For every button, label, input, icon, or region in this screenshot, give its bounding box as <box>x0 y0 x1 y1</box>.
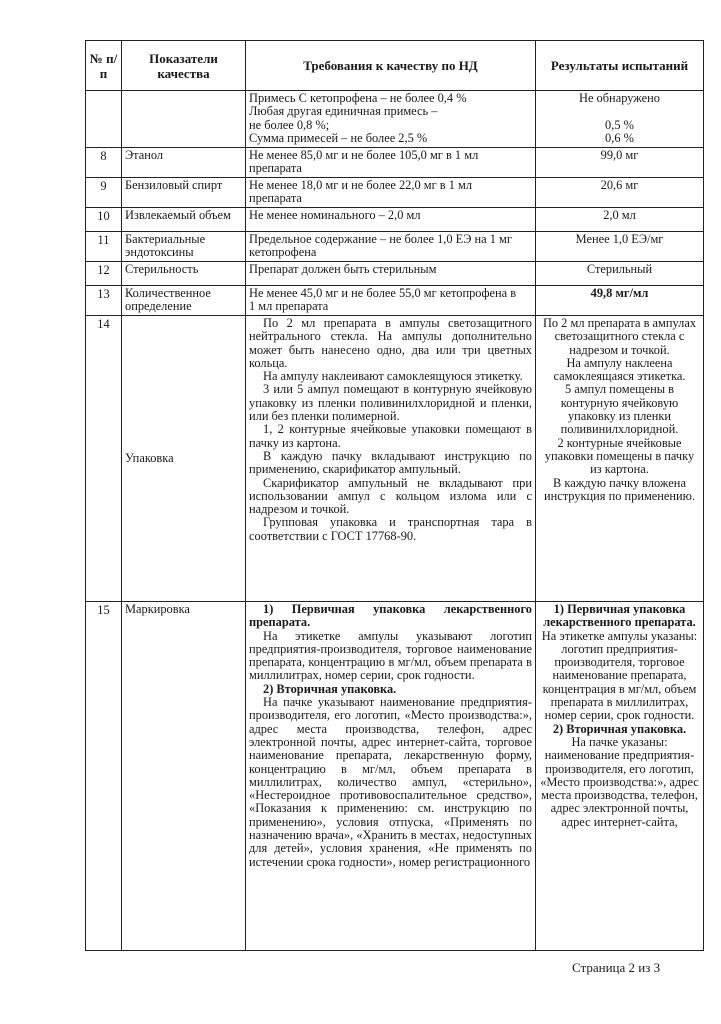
row-num: 15 <box>86 602 122 951</box>
req-line: Препарат должен быть стерильным <box>249 262 437 276</box>
table-row <box>86 316 704 602</box>
row-result <box>536 602 704 951</box>
req-line: Сумма примесей – не более 2,5 % <box>249 130 428 145</box>
header-param: Показатели качества <box>122 41 246 91</box>
row-num <box>86 91 122 148</box>
row-result <box>536 148 704 178</box>
req-paragraph: На пачке указывают наименование предприятия-производителя, его логотип, «Место производства:», адрес места производства, телефон, адрес электронной почты, адрес интернет-сайта, торговое наименование препарата, лекарственную форму, концентрацию в мг/мл, объем препарата в миллилитрах, количество ампул, «стерильно», «Нестероидное противовоспалительное средство», «Показания к применению: см. инструкцию по применению», условия отпуска, «Применять по назначению врача», «Хранить в местах, недоступных для детей», условия хранения, «Не применять по истечении срока годности», номер регистрационного <box>249 695 532 869</box>
row-num: 12 <box>86 262 122 286</box>
res-line: 99,0 мг <box>600 148 639 162</box>
req-line: препарата <box>249 161 302 176</box>
req-line: препарата <box>249 191 302 206</box>
row-result <box>536 232 704 262</box>
res-paragraph: На пачке указаны: наименование предприятия-производителя, его логотип, «Место производства:», адрес места производства, телефон, адрес электронной почты, адрес интернет-сайта, <box>540 734 699 829</box>
res-line: 0,6 % <box>605 130 634 145</box>
table-row <box>86 208 704 232</box>
row-requirement <box>246 316 536 602</box>
res-line: 2,0 мл <box>603 208 636 222</box>
row-param: Бензиловый спирт <box>122 178 246 208</box>
req-line: не более 0,8 %; <box>249 117 330 132</box>
res-line: 20,6 мг <box>600 178 639 192</box>
row-num: 14 <box>86 316 122 602</box>
row-result <box>536 286 704 316</box>
page-number: Страница 2 из 3 <box>572 960 661 975</box>
res-line: 49,8 мг/мл <box>590 286 649 300</box>
res-paragraph: 2 контурные ячейковые упаковки помещены в пачку из картона. <box>544 435 695 477</box>
quality-table-sheet <box>85 40 703 951</box>
row-param: Бактериальные эндотоксины <box>122 232 246 262</box>
res-line <box>539 105 700 118</box>
row-result <box>536 178 704 208</box>
req-paragraph: На ампулу наклеивают самоклеящуюся этикетку. <box>263 369 523 384</box>
res-paragraph: На этикетке ампулы указаны: логотип предприятия-производителя, торговое наименование препарата, концентрация в мг/мл, объем препарата в миллилитрах, номер серии, срок годности. <box>541 628 698 723</box>
req-paragraph: 1, 2 контурные ячейковые упаковки помещают в пачку из картона. <box>249 422 532 450</box>
res-heading: 1) Первичная упаковка лекарственного препарата. <box>543 602 696 630</box>
row-result <box>536 208 704 232</box>
res-line: 0,5 % <box>605 117 634 132</box>
req-line: Не менее 85,0 мг и не более 105,0 мг в 1 мл <box>249 148 479 162</box>
row-param <box>122 91 246 148</box>
row-num: 10 <box>86 208 122 232</box>
table-row <box>86 232 704 262</box>
row-requirement <box>246 262 536 286</box>
res-line: Стерильный <box>586 262 653 276</box>
row-param: Этанол <box>122 148 246 178</box>
row-requirement <box>246 602 536 951</box>
row-param: Упаковка <box>122 316 246 602</box>
row-num: 13 <box>86 286 122 316</box>
table-row <box>86 148 704 178</box>
row-param: Стерильность <box>122 262 246 286</box>
row-requirement <box>246 286 536 316</box>
req-line: кетопрофена <box>249 245 317 260</box>
row-requirement <box>246 208 536 232</box>
row-param: Количественное определение <box>122 286 246 316</box>
row-result <box>536 91 704 148</box>
table-row <box>86 178 704 208</box>
req-paragraph: В каждую пачку вкладывают инструкцию по применению, скарификатор ампульный. <box>249 448 532 477</box>
req-paragraph: Групповая упаковка и транспортная тара в соответствии с ГОСТ 17768-90. <box>249 515 532 543</box>
req-line: Не менее 45,0 мг и не более 55,0 мг кетопрофена в <box>249 286 517 300</box>
table-row <box>86 262 704 286</box>
row-requirement <box>246 148 536 178</box>
row-num: 9 <box>86 178 122 208</box>
res-line: Менее 1,0 ЕЭ/мг <box>575 232 664 246</box>
req-paragraph: Скарификатор ампульный не вкладывают при использовании ампул с кольцом излома или с надрезом и точкой. <box>249 475 532 517</box>
res-heading: 2) Вторичная упаковка. <box>552 721 687 736</box>
table-header-row <box>86 41 704 91</box>
req-heading: 1) Первичная упаковка лекарственного препарата. <box>249 602 532 630</box>
req-line: Не менее 18,0 мг и не более 22,0 мг в 1 мл <box>249 178 473 192</box>
row-requirement <box>246 178 536 208</box>
header-results: Результаты испытаний <box>536 41 704 91</box>
req-line: Любая другая единичная примесь – <box>249 104 438 119</box>
row-result <box>536 316 704 602</box>
table-row <box>86 286 704 316</box>
row-param: Маркировка <box>122 602 246 951</box>
req-line: Примесь С кетопрофена – не более 0,4 % <box>249 91 467 105</box>
row-requirement <box>246 91 536 148</box>
row-num: 8 <box>86 148 122 178</box>
row-param: Извлекаемый объем <box>122 208 246 232</box>
header-num: № п/п <box>86 41 122 91</box>
quality-table <box>85 40 704 951</box>
res-paragraph: На ампулу наклеена самоклеящаяся этикетка. <box>553 355 686 384</box>
req-line: 1 мл препарата <box>249 299 329 314</box>
row-num: 11 <box>86 232 122 262</box>
row-requirement <box>246 232 536 262</box>
header-requirements: Требования к качеству по НД <box>246 41 536 91</box>
req-paragraph: 3 или 5 ампул помещают в контурную ячейковую упаковку из пленки поливинилхлоридной и пленки, или без пленки полимерной. <box>249 382 532 424</box>
req-line: Не менее номинального – 2,0 мл <box>249 208 421 222</box>
req-heading: 2) Вторичная упаковка. <box>263 681 397 696</box>
res-paragraph: 5 ампул помещены в контурную ячейковую упаковку из пленки поливинилхлоридной. <box>560 382 679 437</box>
res-paragraph: По 2 мл препарата в ампулах светозащитного стекла с надрезом и точкой. <box>542 316 697 357</box>
res-line: Не обнаружено <box>579 91 660 105</box>
row-result <box>536 262 704 286</box>
req-paragraph: На этикетке ампулы указывают логотип предприятия-производителя, торговое наименование препарата, концентрацию в мг/мл, объем препарата в миллилитрах, номер серии, срок годности. <box>249 628 532 683</box>
req-paragraph: По 2 мл препарата в ампулы светозащитного нейтрального стекла. На ампулы дополнительно может быть нанесено одно, два или три цветных кольца. <box>249 316 532 370</box>
res-paragraph: В каждую пачку вложена инструкция по применению. <box>543 475 696 503</box>
table-row <box>86 602 704 951</box>
req-line: Предельное содержание – не более 1,0 ЕЭ на 1 мг <box>249 232 512 246</box>
table-row <box>86 91 704 148</box>
